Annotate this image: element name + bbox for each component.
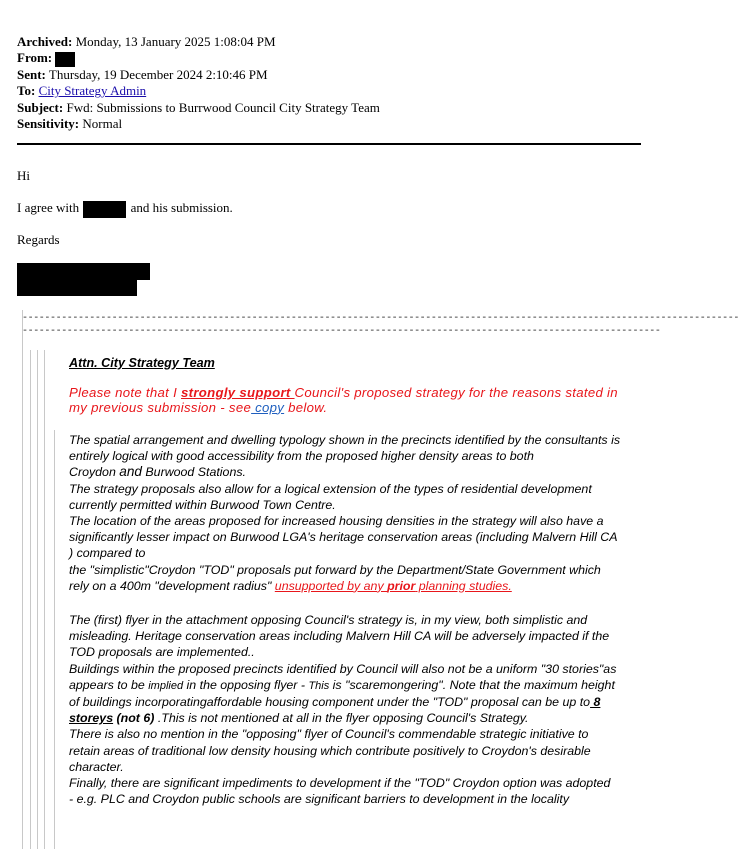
redacted-signature-2 bbox=[17, 279, 137, 296]
separator-line-2: ------------------------------------------------------------------------------------------------------------------ bbox=[22, 326, 661, 337]
separator-line-1: -------------------------------------------------------------------------------------------------------------------------------- bbox=[22, 313, 739, 324]
subject-row: Subject: Fwd: Submissions to Burrwood Council City Strategy Team bbox=[17, 99, 380, 115]
quote-bar-outer bbox=[22, 310, 23, 849]
header-divider bbox=[17, 143, 641, 145]
quote-bar-2 bbox=[37, 350, 38, 849]
regards: Regards bbox=[17, 232, 60, 247]
sensitivity-row: Sensitivity: Normal bbox=[17, 116, 123, 132]
agree-line: I agree with and his submission. bbox=[17, 200, 233, 218]
attn-heading: Attn. City Strategy Team bbox=[69, 356, 215, 370]
archived-row: Archived: Monday, 13 January 2025 1:08:04 PM bbox=[17, 34, 276, 49]
support-note: Please note that I strongly support Council's proposed strategy for the reasons stated in my previous submission - see copy below. bbox=[69, 385, 618, 415]
unsupported-note: unsupported by any prior planning studies. bbox=[274, 578, 512, 593]
copy-link[interactable]: copy bbox=[251, 399, 285, 415]
quote-bar-1 bbox=[30, 350, 31, 849]
greeting: Hi bbox=[17, 168, 30, 183]
quote-bar-3 bbox=[44, 350, 45, 849]
to-link[interactable]: City Strategy Admin bbox=[38, 83, 147, 99]
sent-row: Sent: Thursday, 19 December 2024 2:10:46 PM bbox=[17, 66, 268, 82]
to-row: To: City Strategy Admin bbox=[17, 83, 147, 99]
paragraph-1: The spatial arrangement and dwelling typology shown in the precincts identified by the consultants is entirely logical with good accessibility from the proposed higher density areas to both Croydon and Burwood Stations. The strategy proposals also allow for a logical extension of the types of residential development currently permitted within Burwood Town Centre. The location of the areas proposed for increased housing densities in the strategy will also have a significantly lesser impact on Burwood LGA's heritage conservation areas (including Malvern Hill CA ) compared to the "simplistic"Croydon "TOD" proposals put forward by the Department/State Government which rely on a 400m "development radius" unsupported by any prior planning studies. bbox=[69, 433, 621, 593]
quote-bar-4 bbox=[54, 430, 55, 849]
redacted-name bbox=[83, 201, 126, 218]
redacted-sender bbox=[55, 52, 75, 67]
paragraph-2: The (first) flyer in the attachment opposing Council's strategy is, in my view, both simplistic and misleading. Heritage conservation areas including Malvern Hill CA will be adversely impacted if the TOD proposals are implemented.. Buildings within the proposed precincts identified by Council will also not be a uniform "30 stories"as appears to be implied in the opposing flyer - This is "scaremongering". Note that the maximum height of buildings incorporatingaffordable housing component under the "TOD" proposal can be up to 8 storeys (not 6) .This is not mentioned at all in the flyer opposing Council's Strategy. There is also no mention in the "opposing" flyer of Council's commendable strategic initiative to retain areas of traditional low density housing which contribute positively to Croydon's desirable character. Finally, there are significant impediments to development if the "TOD" Croydon option was adopted - e.g. PLC and Croydon public schools are significant barriers to development in the locality bbox=[69, 613, 617, 807]
email-header bbox=[17, 34, 380, 133]
redacted-signature bbox=[17, 263, 150, 280]
from-row: From: bbox=[17, 50, 380, 67]
